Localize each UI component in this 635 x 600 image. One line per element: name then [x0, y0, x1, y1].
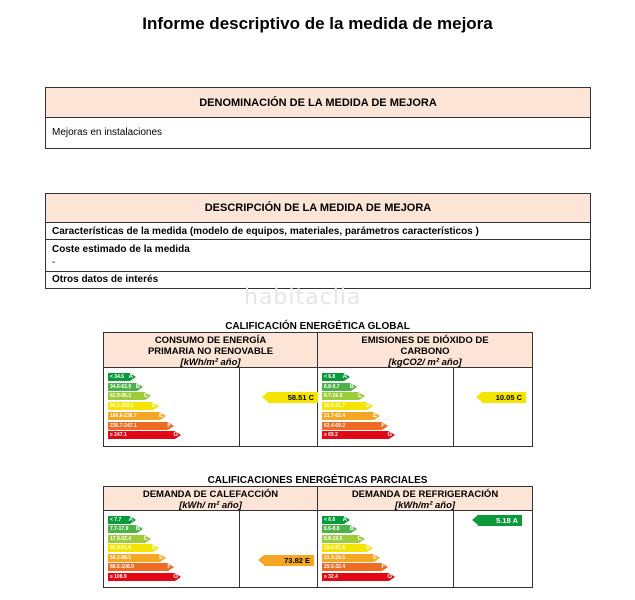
- denominacion-header: DENOMINACIÓN DE LA MEDIDA DE MEJORA: [46, 88, 590, 118]
- rating-bar-d: [108, 544, 156, 552]
- rating-bar-letter: B: [135, 526, 140, 533]
- rating-bar-range: 6.8-9.7: [324, 383, 340, 390]
- global-rating-title: CALIFICACIÓN ENERGÉTICA GLOBAL: [225, 321, 410, 332]
- consumo-header-line1: CONSUMO DE ENERGÍA: [154, 335, 267, 346]
- rating-bar-letter: F: [167, 564, 171, 571]
- rating-bar-range: < 34.6: [110, 374, 125, 380]
- rating-bar-range: 8.8-19.5: [324, 535, 343, 542]
- emisiones-header: [318, 333, 532, 367]
- rating-bar-e: [322, 412, 377, 420]
- rating-bar-range: 17.9-32.4: [110, 535, 132, 542]
- rating-bar-range: 29.5-32.4: [324, 564, 346, 571]
- calefaccion-header-line1: DEMANDA DE CALEFACCIÓN: [142, 489, 279, 500]
- emisiones-indicator: 10.05 C: [482, 392, 526, 403]
- rating-bar-f: [108, 563, 171, 571]
- rating-bar-letter: E: [372, 412, 377, 419]
- rating-bar-range: 7.7-17.9: [110, 526, 129, 533]
- rating-bar-c: [322, 535, 362, 543]
- rating-bar-b: [322, 525, 354, 533]
- rating-bar-letter: B: [349, 526, 354, 533]
- coste-row: [46, 240, 590, 272]
- consumo-panel: [104, 368, 318, 446]
- rating-bar-f: [322, 563, 385, 571]
- rating-bar-range: < 7.7: [110, 517, 122, 523]
- rating-bar-range: 54.2-88.5: [110, 554, 132, 561]
- rating-bar-letter: D: [151, 403, 156, 410]
- rating-bar-d: [322, 544, 370, 552]
- rating-bar-c: [108, 535, 148, 543]
- rating-bar-letter: A: [342, 517, 347, 523]
- emisiones-header-line1: EMISIONES DE DIÓXIDO DE: [361, 335, 489, 346]
- consumo-header: [104, 333, 318, 367]
- consumo-scale: [104, 368, 240, 446]
- rating-bar-range: ≥ 247.1: [110, 432, 127, 439]
- emisiones-scale: [318, 368, 454, 446]
- rating-bar-letter: E: [158, 412, 163, 419]
- rating-bar-letter: A: [342, 374, 347, 380]
- rating-bar-range: 21.7-62.4: [324, 412, 346, 419]
- descripcion-box: [45, 193, 591, 289]
- rating-bar-g: [108, 431, 178, 439]
- page-title: Informe descriptivo de la medida de mejora: [142, 14, 493, 33]
- emisiones-unit: [kgCO2/ m² año]: [388, 357, 462, 368]
- rating-bar-letter: A: [128, 374, 133, 380]
- partial-rating-title: CALIFICACIONES ENERGÉTICAS PARCIALES: [207, 475, 428, 486]
- caracteristicas-row: Características de la medida (modelo de equipos, materiales, parámetros característicos ): [46, 223, 590, 240]
- refrigeracion-unit: [kWh/m² año]: [394, 500, 456, 511]
- rating-bar-a: [322, 516, 347, 524]
- refrigeracion-header-line1: DEMANDA DE REFRIGERACIÓN: [351, 489, 499, 500]
- rating-bar-range: 6.6-8.8: [324, 526, 340, 533]
- refrigeracion-panel: [318, 511, 532, 587]
- rating-bar-b: [108, 525, 140, 533]
- watermark-logo: habitaclia: [244, 285, 362, 310]
- coste-label: Coste estimado de la medida: [52, 244, 190, 255]
- rating-bar-range: 21.9-29.5: [324, 554, 346, 561]
- rating-bar-letter: E: [158, 554, 163, 561]
- denominacion-value: Mejoras en instalaciones: [52, 127, 163, 138]
- rating-bar-range: < 6.6: [324, 517, 336, 523]
- rating-bar-range: ≥ 108.9: [110, 573, 127, 580]
- rating-bar-range: ≥ 69.2: [324, 432, 338, 439]
- rating-bar-a: [322, 373, 347, 381]
- rating-bar-range: 32.4-51.6: [110, 545, 132, 552]
- consumo-header-line2: PRIMARIA NO RENOVABLE: [147, 346, 274, 357]
- rating-bar-a: [108, 373, 133, 381]
- emisiones-header-line2: CARBONO: [400, 346, 450, 357]
- rating-bar-letter: B: [349, 383, 354, 390]
- global-rating-table: [103, 332, 533, 447]
- rating-bar-c: [322, 392, 362, 400]
- rating-bar-letter: D: [365, 545, 370, 552]
- rating-bar-letter: F: [167, 422, 171, 429]
- rating-bar-d: [322, 402, 370, 410]
- rating-bar-f: [322, 422, 385, 430]
- rating-bar-range: 88.5-108.9: [110, 564, 134, 571]
- rating-bar-letter: E: [372, 554, 377, 561]
- rating-bar-letter: F: [381, 422, 385, 429]
- partial-rating-table: [103, 486, 533, 588]
- rating-bar-letter: D: [151, 545, 156, 552]
- rating-bar-letter: C: [357, 535, 362, 542]
- rating-bar-range: 34.6-62.9: [110, 383, 132, 390]
- consumo-unit: [kWh/m² año]: [180, 357, 241, 368]
- rating-bar-range: 166.6-236.7: [110, 412, 137, 419]
- rating-bar-letter: G: [173, 432, 178, 439]
- denominacion-box: [45, 87, 591, 149]
- rating-bar-range: 9.7-16.0: [324, 393, 343, 400]
- rating-bar-g: [322, 573, 392, 581]
- rating-bar-g: [322, 431, 392, 439]
- coste-value: -: [52, 257, 56, 268]
- rating-bar-range: 19.5-21.8: [324, 545, 346, 552]
- rating-bar-f: [108, 422, 171, 430]
- rating-bar-range: 96.1-152.1: [110, 403, 134, 410]
- rating-bar-letter: D: [365, 403, 370, 410]
- rating-bar-letter: A: [128, 517, 133, 523]
- rating-bar-range: 62.4-69.2: [324, 422, 346, 429]
- rating-bar-letter: C: [143, 535, 148, 542]
- rating-bar-letter: C: [357, 393, 362, 400]
- rating-bar-letter: G: [173, 573, 178, 580]
- refrigeracion-indicator: 5.18 A: [478, 515, 522, 526]
- rating-bar-a: [108, 516, 133, 524]
- descripcion-header: DESCRIPCIÓN DE LA MEDIDA DE MEJORA: [46, 194, 590, 223]
- rating-bar-c: [108, 392, 148, 400]
- refrigeracion-header: [318, 487, 532, 510]
- calefaccion-indicator: 73.82 E: [264, 555, 314, 566]
- rating-bar-range: < 6.8: [324, 374, 336, 380]
- emisiones-panel: [318, 368, 532, 446]
- rating-bar-range: ≥ 32.4: [324, 573, 338, 580]
- otros-datos-row: Otros datos de interés: [52, 274, 159, 285]
- refrigeracion-scale: [318, 511, 454, 587]
- rating-bar-e: [322, 554, 377, 562]
- rating-bar-range: 236.7-247.1: [110, 422, 137, 429]
- calefaccion-panel: [104, 511, 318, 587]
- rating-bar-g: [108, 573, 178, 581]
- calefaccion-unit: [kWh/ m² año]: [179, 500, 242, 511]
- rating-bar-range: 16.0-21.7: [324, 403, 346, 410]
- calefaccion-header: [104, 487, 318, 510]
- calefaccion-scale: [104, 511, 240, 587]
- rating-bar-letter: G: [387, 432, 392, 439]
- rating-bar-range: 62.9-96.1: [110, 393, 132, 400]
- rating-bar-e: [108, 554, 163, 562]
- rating-bar-b: [108, 383, 140, 391]
- rating-bar-e: [108, 412, 163, 420]
- rating-bar-b: [322, 383, 354, 391]
- consumo-indicator: 58.51 C: [268, 392, 318, 403]
- rating-bar-letter: B: [135, 383, 140, 390]
- rating-bar-letter: G: [387, 573, 392, 580]
- rating-bar-d: [108, 402, 156, 410]
- rating-bar-letter: F: [381, 564, 385, 571]
- rating-bar-letter: C: [143, 393, 148, 400]
